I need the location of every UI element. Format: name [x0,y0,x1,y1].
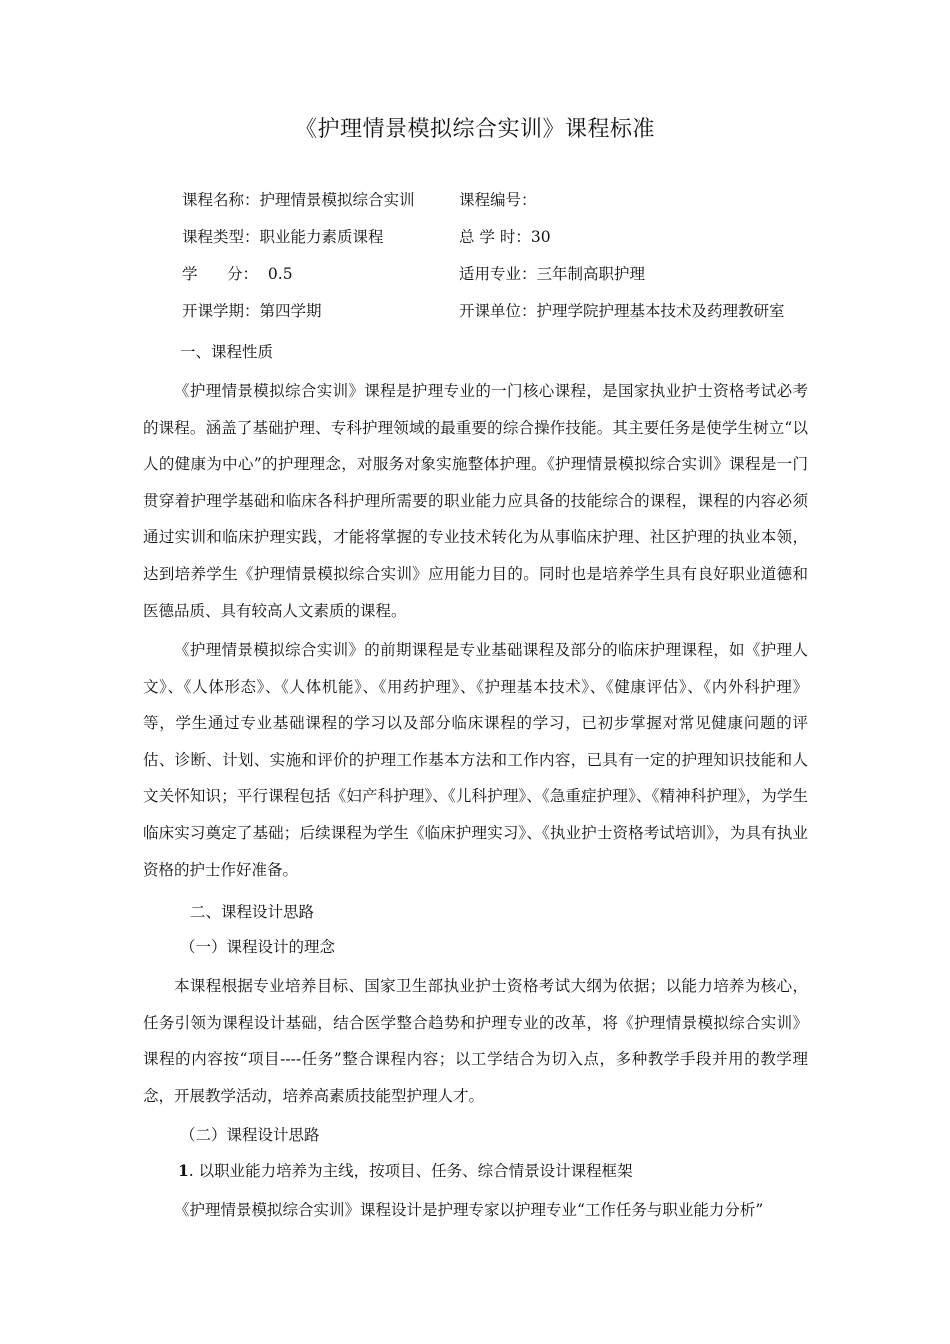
subsection-heading-approach: （二）课程设计思路 [180,1126,320,1144]
paragraph-prerequisites: 《护理情景模拟综合实训》的前期课程是专业基础课程及部分的临床护理课程，如《护理人文》、《人体形态》、《人体机能》、《用药护理》、《护理基本技术》、《健康评估》、《内外科护理》等，学生通过专业基础课程的学习以及部分临床课程的学习，已初步掌握对常见健康问题的评估、诊断、计划、实施和评价的护理工作基本方法和工作内容，已具有一定的护理知识技能和人文关怀知识；平行课程包括《妇产科护理》、《儿科护理》、《急重症护理》、《精神科护理》，为学生临床实习奠定了基础；后续课程为学生《临床护理实习》、《执业护士资格考试培训》，为具有执业资格的护士作好准备。 [143,641,808,879]
course-info-grid [182,186,822,334]
course-name-field: 课程名称：护理情景模拟综合实训 [182,191,415,209]
section-heading-course-nature: 一、课程性质 [180,343,274,361]
paragraph-course-nature: 《护理情景模拟综合实训》课程是护理专业的一门核心课程，是国家执业护士资格考试必考的课程。涵盖了基础护理、专科护理领域的最重要的综合操作技能。其主要任务是使学生树立“以人的健康为中心”的护理理念，对服务对象实施整体护理。《护理情景模拟综合实训》课程是一门贯穿着护理学基础和临床各科护理所需要的职业能力应具备的技能综合的课程，课程的内容必须通过实训和临床护理实践，才能将掌握的专业技术转化为从事临床护理、社区护理的执业本领，达到培养学生《护理情景模拟综合实训》应用能力目的。同时也是培养学生具有良好职业道德和医德品质、具有较高人文素质的课程。 [143,382,808,620]
semester-field: 开课学期：第四学期 [182,302,322,320]
info-row [182,297,822,334]
course-code-field: 课程编号： [459,191,537,209]
list-item-number: 1 [178,1161,189,1180]
paragraph-design-approach: 《护理情景模拟综合实训》课程设计是护理专家以护理专业“工作任务与职业能力分析” [174,1201,764,1219]
department-field: 开课单位：护理学院护理基本技术及药理教研室 [459,302,785,320]
list-item-1 [178,1157,633,1185]
subsection-heading-concept: （一）课程设计的理念 [180,938,336,956]
total-hours-field: 总 学 时：30 [459,228,551,246]
major-field: 适用专业：三年制高职护理 [459,265,646,283]
document-title: 《护理情景模拟综合实训》课程标准 [294,117,655,142]
info-row [182,186,822,223]
info-row [182,260,822,297]
course-type-field: 课程类型：职业能力素质课程 [182,228,384,246]
section-heading-design: 二、课程设计思路 [190,903,315,921]
credits-field: 学 分： 0.5 [182,265,293,283]
info-row [182,223,822,260]
list-item-text: . 以职业能力培养为主线，按项目、任务、综合情景设计课程框架 [188,1162,633,1180]
paragraph-design-concept: 本课程根据专业培养目标、国家卫生部执业护士资格考试大纲为依据；以能力培养为核心，任务引领为课程设计基础，结合医学整合趋势和护理专业的改革，将《护理情景模拟综合实训》课程的内容按“项目----任务”整合课程内容；以工学结合为切入点，多种教学手段并用的教学理念，开展教学活动，培养高素质技能型护理人才。 [143,977,808,1105]
